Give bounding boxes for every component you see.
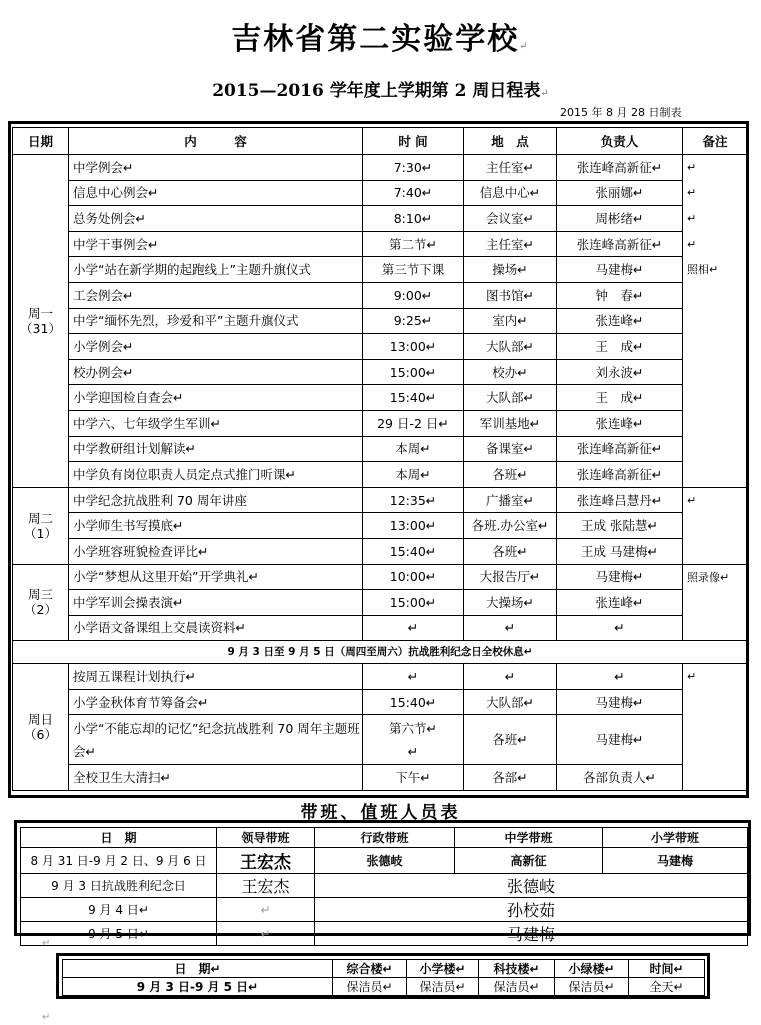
event-note: ↵: [683, 231, 748, 257]
cleaning-header: 科技楼↵: [479, 960, 555, 978]
schedule-row: [13, 664, 748, 690]
schedule-row: [13, 564, 748, 590]
event-note: [683, 436, 748, 462]
event-location: 各班↵: [464, 462, 557, 488]
event-content: 小学“梦想从这里开始”开学典礼↵: [69, 564, 363, 590]
holiday-note-row: [13, 641, 748, 664]
event-time: 9:00↵: [363, 282, 464, 308]
event-content: 小学迎国检自查会↵: [69, 385, 363, 411]
duty-row: [21, 898, 748, 922]
duty-table-title: 带班、值班人员表: [300, 803, 461, 823]
schedule-row: [13, 180, 748, 206]
event-owner: ↵: [557, 615, 683, 641]
event-time: 12:35↵: [363, 487, 464, 513]
event-note: ↵: [683, 206, 748, 232]
event-content: 小学班容班貌检查评比↵: [69, 538, 363, 564]
schedule-row: [13, 231, 748, 257]
event-note: [683, 385, 748, 411]
cleaning-header-row: [63, 960, 705, 978]
event-location: 信息中心↵: [464, 180, 557, 206]
event-location: 操场↵: [464, 257, 557, 283]
duty-header: 中学带班: [455, 828, 603, 848]
schedule-row: [13, 282, 748, 308]
event-content: 中学军训会操表演↵: [69, 590, 363, 616]
schedule-row: [13, 590, 748, 616]
event-owner: 张连峰高新征↵: [557, 462, 683, 488]
event-location: 各班.办公室↵: [464, 513, 557, 539]
event-note: [683, 513, 748, 539]
schedule-header-row: [13, 128, 748, 155]
cleaning-cell: 全天↵: [629, 978, 705, 996]
duty-admin: 张德岐: [315, 848, 455, 874]
event-time: 15:40↵: [363, 385, 464, 411]
event-owner: 马建梅↵: [557, 564, 683, 590]
schedule-row: [13, 487, 748, 513]
schedule-header: 负责人: [557, 128, 683, 155]
document-title: 吉林省第二实验学校↵: [231, 22, 530, 57]
event-location: 广播室↵: [464, 487, 557, 513]
event-owner: 马建梅↵: [557, 257, 683, 283]
schedule-row: [13, 359, 748, 385]
paragraph-mark: ↵: [42, 1012, 51, 1023]
event-location: 主任室↵: [464, 155, 557, 181]
schedule-header: 备注: [683, 128, 748, 155]
schedule-row: [13, 385, 748, 411]
event-owner: ↵: [557, 664, 683, 690]
schedule-header: 时 间: [363, 128, 464, 155]
event-content: 中学负有岗位职责人员定点式推门听课↵: [69, 462, 363, 488]
event-content: 总务处例会↵: [69, 206, 363, 232]
event-content: 小学例会↵: [69, 334, 363, 360]
cleaning-table: [62, 959, 705, 996]
event-owner: 张连峰高新征↵: [557, 231, 683, 257]
event-note: ↵: [683, 180, 748, 206]
event-owner: 张连峰↵: [557, 410, 683, 436]
event-time: 13:00↵: [363, 513, 464, 539]
schedule-row: [13, 538, 748, 564]
event-content: 中学干事例会↵: [69, 231, 363, 257]
event-owner: 张连峰↵: [557, 590, 683, 616]
schedule-row: [13, 513, 748, 539]
schedule-row: [13, 308, 748, 334]
paragraph-mark: ↵: [42, 938, 51, 949]
event-location: 校办↵: [464, 359, 557, 385]
event-owner: 张连峰吕慧丹↵: [557, 487, 683, 513]
duty-table: [20, 827, 748, 946]
schedule-row: [13, 334, 748, 360]
event-owner: 马建梅↵: [557, 715, 683, 765]
event-time: 15:00↵: [363, 590, 464, 616]
event-content: 小学语文备课组上交晨读资料↵: [69, 615, 363, 641]
event-time: 29 日-2 日↵: [363, 410, 464, 436]
event-location: 主任室↵: [464, 231, 557, 257]
event-owner: 马建梅↵: [557, 689, 683, 715]
schedule-row: [13, 410, 748, 436]
event-time: ↵: [363, 664, 464, 690]
event-note: ↵: [683, 487, 748, 513]
event-location: ↵: [464, 615, 557, 641]
cleaning-header: 综合楼↵: [333, 960, 407, 978]
event-time: 15:00↵: [363, 359, 464, 385]
day-label: 周日 （6）: [13, 664, 69, 791]
event-location: 会议室↵: [464, 206, 557, 232]
duty-header: 小学带班: [603, 828, 748, 848]
event-location: 军训基地↵: [464, 410, 557, 436]
event-owner: 张连峰↵: [557, 308, 683, 334]
cleaning-cell: 保洁员↵: [407, 978, 479, 996]
event-location: ↵: [464, 664, 557, 690]
event-time: 15:40↵: [363, 689, 464, 715]
duty-primary: 马建梅: [603, 848, 748, 874]
event-content: 全校卫生大清扫↵: [69, 765, 363, 791]
duty-header-row: [21, 828, 748, 848]
event-note: [683, 689, 748, 715]
schedule-row: [13, 257, 748, 283]
event-owner: 周彬绪↵: [557, 206, 683, 232]
event-location: 各部↵: [464, 765, 557, 791]
event-location: 大报告厅↵: [464, 564, 557, 590]
event-time: 本周↵: [363, 462, 464, 488]
event-note: [683, 308, 748, 334]
made-date: 2015 年 8 月 28 日制表: [560, 106, 682, 119]
event-owner: 张连峰高新征↵: [557, 436, 683, 462]
event-content: 中学六、七年级学生军训↵: [69, 410, 363, 436]
day-label: 周一 （31）: [13, 155, 69, 488]
duty-staff: 马建梅: [315, 922, 748, 946]
event-owner: 王成 张陆慧↵: [557, 513, 683, 539]
event-time: 第三节下课: [363, 257, 464, 283]
event-note: 照相↵: [683, 257, 748, 283]
duty-leader: ↵: [217, 898, 315, 922]
event-location: 各班↵: [464, 715, 557, 765]
event-time: 9:25↵: [363, 308, 464, 334]
event-owner: 各部负责人↵: [557, 765, 683, 791]
event-note: 照录像↵: [683, 564, 748, 590]
schedule-row: [13, 765, 748, 791]
schedule-row: [13, 155, 748, 181]
holiday-note: 9 月 3 日至 9 月 5 日（周四至周六）抗战胜利纪念日全校休息↵: [13, 641, 748, 664]
event-time: 10:00↵: [363, 564, 464, 590]
day-label: 周二 （1）: [13, 487, 69, 564]
event-time: 本周↵: [363, 436, 464, 462]
event-note: [683, 282, 748, 308]
event-time: ↵: [363, 615, 464, 641]
event-owner: 张丽娜↵: [557, 180, 683, 206]
event-content: 中学例会↵: [69, 155, 363, 181]
duty-date: 9 月 5 日↵: [21, 922, 217, 946]
cleaning-cell: 保洁员↵: [333, 978, 407, 996]
event-note: [683, 715, 748, 765]
event-note: [683, 410, 748, 436]
event-time: 第二节↵: [363, 231, 464, 257]
duty-header: 日 期: [21, 828, 217, 848]
event-note: [683, 462, 748, 488]
event-content: 信息中心例会↵: [69, 180, 363, 206]
schedule-row: [13, 615, 748, 641]
event-owner: 王成 马建梅↵: [557, 538, 683, 564]
event-note: [683, 590, 748, 616]
schedule-header: 地 点: [464, 128, 557, 155]
cleaning-header: 日 期↵: [63, 960, 333, 978]
event-content: 小学金秋体育节筹备会↵: [69, 689, 363, 715]
duty-leader: ↵: [217, 922, 315, 946]
day-label: 周三 （2）: [13, 564, 69, 641]
duty-date: 9 月 4 日↵: [21, 898, 217, 922]
duty-leader: 王宏杰: [217, 848, 315, 874]
event-location: 大队部↵: [464, 334, 557, 360]
event-location: 大操场↵: [464, 590, 557, 616]
event-location: 备课室↵: [464, 436, 557, 462]
event-note: [683, 765, 748, 791]
cleaning-date: 9 月 3 日-9 月 5 日↵: [63, 978, 333, 996]
cleaning-cell: 保洁员↵: [479, 978, 555, 996]
schedule-header: 内 容: [69, 128, 363, 155]
event-content: 小学“不能忘却的记忆”纪念抗战胜利 70 周年主题班会↵: [69, 715, 363, 765]
event-location: 大队部↵: [464, 689, 557, 715]
cleaning-cell: 保洁员↵: [555, 978, 629, 996]
cleaning-row: [63, 978, 705, 996]
event-time: 7:40↵: [363, 180, 464, 206]
duty-middle: 高新征: [455, 848, 603, 874]
document-subtitle: 2015—2016 学年度上学期第 2 周日程表↵: [212, 81, 549, 101]
duty-row: [21, 874, 748, 898]
duty-row: [21, 922, 748, 946]
event-time: 第六节↵ ↵: [363, 715, 464, 765]
schedule-row: [13, 462, 748, 488]
schedule-table: [12, 127, 748, 791]
event-owner: 张连峰高新征↵: [557, 155, 683, 181]
duty-header: 领导带班: [217, 828, 315, 848]
event-content: 中学教研组计划解读↵: [69, 436, 363, 462]
event-content: 中学“缅怀先烈，珍爱和平”主题升旗仪式: [69, 308, 363, 334]
event-owner: 王 成↵: [557, 385, 683, 411]
event-location: 大队部↵: [464, 385, 557, 411]
event-note: ↵: [683, 664, 748, 690]
duty-leader: 王宏杰: [217, 874, 315, 898]
event-note: [683, 334, 748, 360]
event-owner: 王 成↵: [557, 334, 683, 360]
event-time: 下午↵: [363, 765, 464, 791]
event-time: 15:40↵: [363, 538, 464, 564]
duty-staff: 孙校茹: [315, 898, 748, 922]
duty-header: 行政带班: [315, 828, 455, 848]
event-content: 小学“站在新学期的起跑线上”主题升旗仪式: [69, 257, 363, 283]
event-time: 8:10↵: [363, 206, 464, 232]
event-time: 13:00↵: [363, 334, 464, 360]
event-note: [683, 538, 748, 564]
duty-date: 8 月 31 日-9 月 2 日、9 月 6 日: [21, 848, 217, 874]
schedule-row: [13, 715, 748, 765]
schedule-header: 日期: [13, 128, 69, 155]
duty-staff: 张德岐: [315, 874, 748, 898]
event-owner: 刘永波↵: [557, 359, 683, 385]
event-location: 各班↵: [464, 538, 557, 564]
schedule-row: [13, 206, 748, 232]
event-note: ↵: [683, 155, 748, 181]
event-content: 校办例会↵: [69, 359, 363, 385]
event-owner: 钟 春↵: [557, 282, 683, 308]
event-location: 图书馆↵: [464, 282, 557, 308]
event-location: 室内↵: [464, 308, 557, 334]
event-content: 小学师生书写摸底↵: [69, 513, 363, 539]
event-note: [683, 615, 748, 641]
event-content: 按周五课程计划执行↵: [69, 664, 363, 690]
event-time: 7:30↵: [363, 155, 464, 181]
duty-row: [21, 848, 748, 874]
cleaning-header: 小学楼↵: [407, 960, 479, 978]
schedule-row: [13, 689, 748, 715]
cleaning-header: 小绿楼↵: [555, 960, 629, 978]
event-content: 中学纪念抗战胜利 70 周年讲座: [69, 487, 363, 513]
event-content: 工会例会↵: [69, 282, 363, 308]
event-note: [683, 359, 748, 385]
schedule-row: [13, 436, 748, 462]
duty-date: 9 月 3 日抗战胜利纪念日: [21, 874, 217, 898]
cleaning-header: 时间↵: [629, 960, 705, 978]
